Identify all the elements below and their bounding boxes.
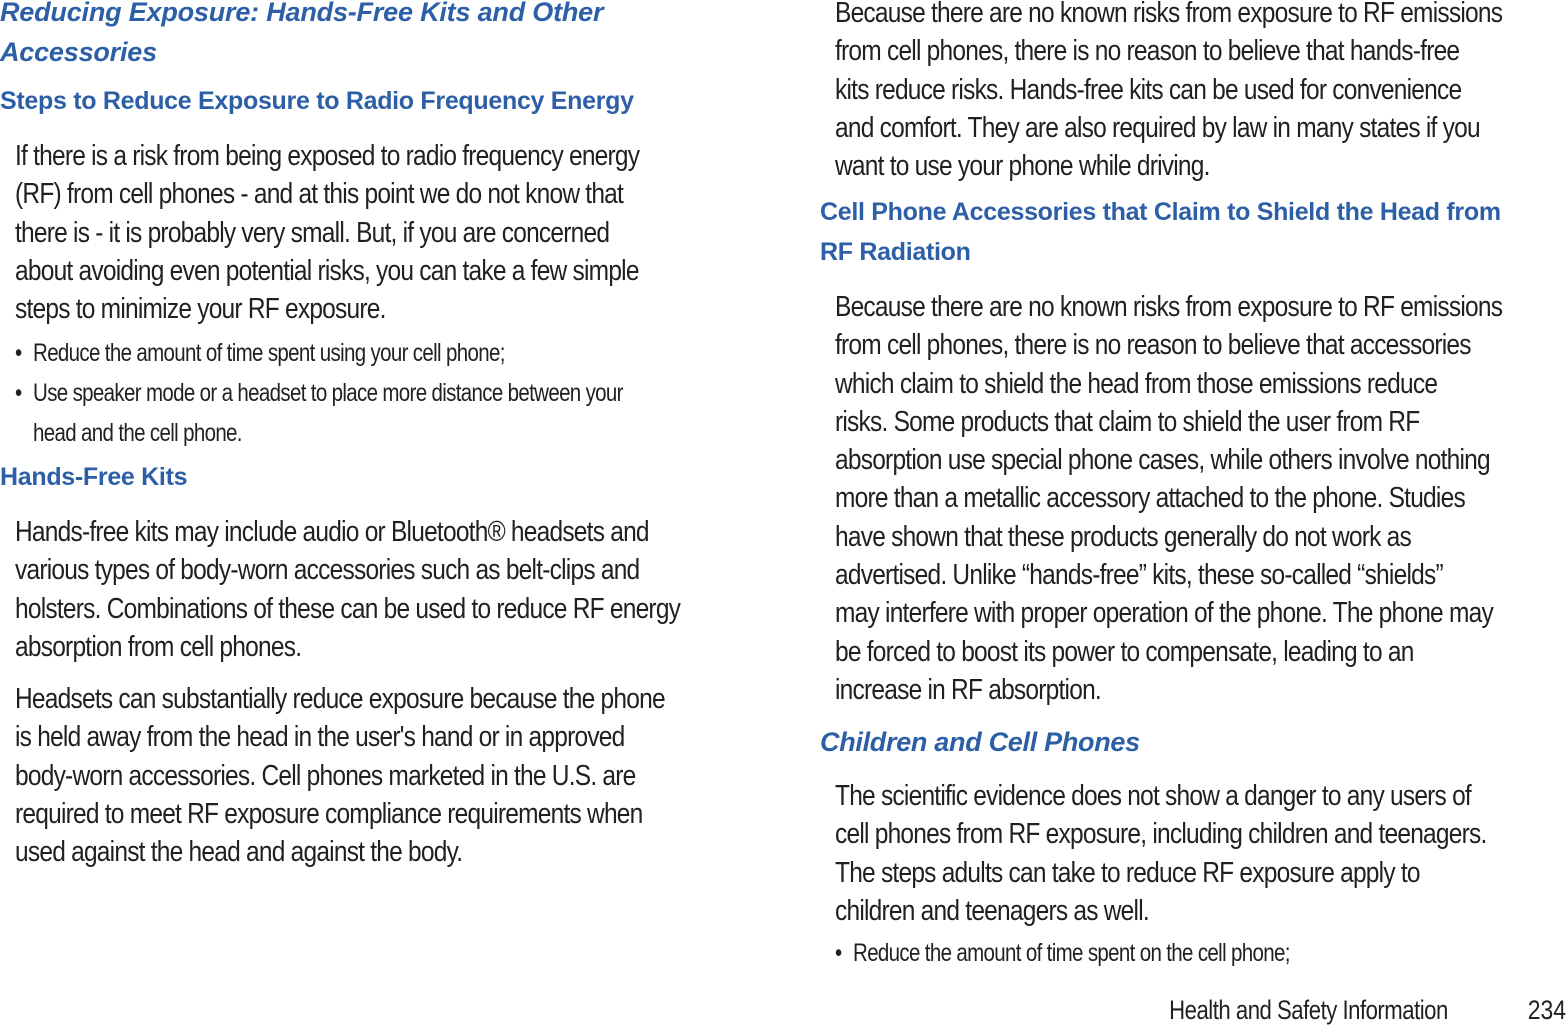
text-line: Because there are no known risks from exposure to RF emissions	[835, 0, 1503, 29]
text-line: which claim to shield the head from those emissions reduce	[835, 367, 1438, 400]
text-line: Hands-free kits may include audio or Bluetooth® headsets and	[15, 516, 649, 548]
text-line: want to use your phone while driving.	[835, 150, 1210, 183]
steps-paragraph	[15, 137, 750, 328]
bullet-text: Use speaker mode or a headset to place more distance between your	[33, 379, 623, 407]
text-line: (RF) from cell phones - and at this point we do not know that	[15, 178, 624, 211]
steps-heading: Steps to Reduce Exposure to Radio Frequency Energy	[0, 87, 634, 115]
text-line: required to meet RF exposure compliance requirements when	[15, 797, 643, 830]
text-line: risks. Some products that claim to shield the user from RF	[835, 405, 1420, 438]
text-line: The steps adults can take to reduce RF exposure apply to	[835, 856, 1420, 889]
shield-heading-line: RF Radiation	[820, 238, 971, 266]
text-line: have shown that these products generally do not work as	[835, 520, 1411, 553]
kits-paragraph-1	[15, 513, 750, 666]
text-line: and comfort. They are also required by law in many states if you	[835, 111, 1480, 144]
text-line: kits reduce risks. Hands-free kits can be used for convenience	[835, 73, 1462, 106]
text-line: various types of body-worn accessories such as belt-clips and	[15, 554, 640, 587]
bullet-glyph: •	[835, 939, 842, 967]
children-heading: Children and Cell Phones	[820, 727, 1140, 757]
text-line: If there is a risk from being exposed to radio frequency energy	[15, 140, 640, 172]
shield-paragraph	[835, 288, 1560, 709]
bullet-glyph: •	[15, 379, 22, 407]
footer-section-name: Health and Safety Information	[1169, 995, 1448, 1025]
bullet-glyph: •	[15, 339, 22, 367]
continued-paragraph	[835, 0, 1560, 185]
section-title	[0, 0, 603, 72]
shield-heading	[820, 192, 1501, 272]
text-line: absorption use special phone cases, while others involve nothing	[835, 444, 1490, 477]
text-line: used against the head and against the body.	[15, 836, 463, 869]
shield-heading-line: Cell Phone Accessories that Claim to Shield the Head from	[820, 198, 1501, 226]
text-line: Because there are no known risks from exposure to RF emissions	[835, 291, 1503, 323]
text-line: cell phones from RF exposure, including children and teenagers.	[835, 818, 1487, 851]
kits-heading: Hands-Free Kits	[0, 463, 188, 491]
bullet-item	[15, 373, 750, 453]
section-title-line: Accessories	[0, 37, 157, 67]
text-line: about avoiding even potential risks, you can take a few simple	[15, 254, 639, 287]
page-footer	[0, 992, 1566, 1028]
text-line: advertised. Unlike “hands-free” kits, these so-called “shields”	[835, 559, 1443, 592]
text-line: is held away from the head in the user's hand or in approved	[15, 721, 625, 754]
bullet-item	[15, 333, 750, 373]
children-bullet-list	[835, 933, 1560, 973]
text-line: there is - it is probably very small. But, if you are concerned	[15, 216, 610, 249]
text-line: absorption from cell phones.	[15, 630, 302, 663]
steps-bullet-list	[15, 333, 750, 453]
text-line: The scientific evidence does not show a danger to any users of	[835, 780, 1471, 812]
text-line: increase in RF absorption.	[835, 673, 1101, 706]
bullet-text: Reduce the amount of time spent on the cell phone;	[853, 939, 1290, 967]
text-line: from cell phones, there is no reason to believe that hands-free	[835, 35, 1460, 68]
text-line: steps to minimize your RF exposure.	[15, 293, 386, 326]
text-line: holsters. Combinations of these can be used to reduce RF energy	[15, 592, 681, 625]
kits-paragraph-2	[15, 680, 750, 871]
page-number: 234	[1527, 995, 1566, 1025]
bullet-item	[835, 933, 1560, 973]
text-line: from cell phones, there is no reason to believe that accessories	[835, 329, 1471, 362]
text-line: children and teenagers as well.	[835, 894, 1149, 927]
section-title-line: Reducing Exposure: Hands-Free Kits and Other	[0, 0, 604, 27]
text-line: body-worn accessories. Cell phones marketed in the U.S. are	[15, 759, 636, 792]
bullet-text: Reduce the amount of time spent using your cell phone;	[33, 339, 505, 367]
text-line: more than a metallic accessory attached to the phone. Studies	[835, 482, 1465, 515]
bullet-text: head and the cell phone.	[33, 419, 242, 447]
text-line: be forced to boost its power to compensate, leading to an	[835, 635, 1414, 668]
children-paragraph	[835, 777, 1560, 930]
text-line: Headsets can substantially reduce exposure because the phone	[15, 683, 665, 715]
text-line: may interfere with proper operation of the phone. The phone may	[835, 597, 1493, 630]
